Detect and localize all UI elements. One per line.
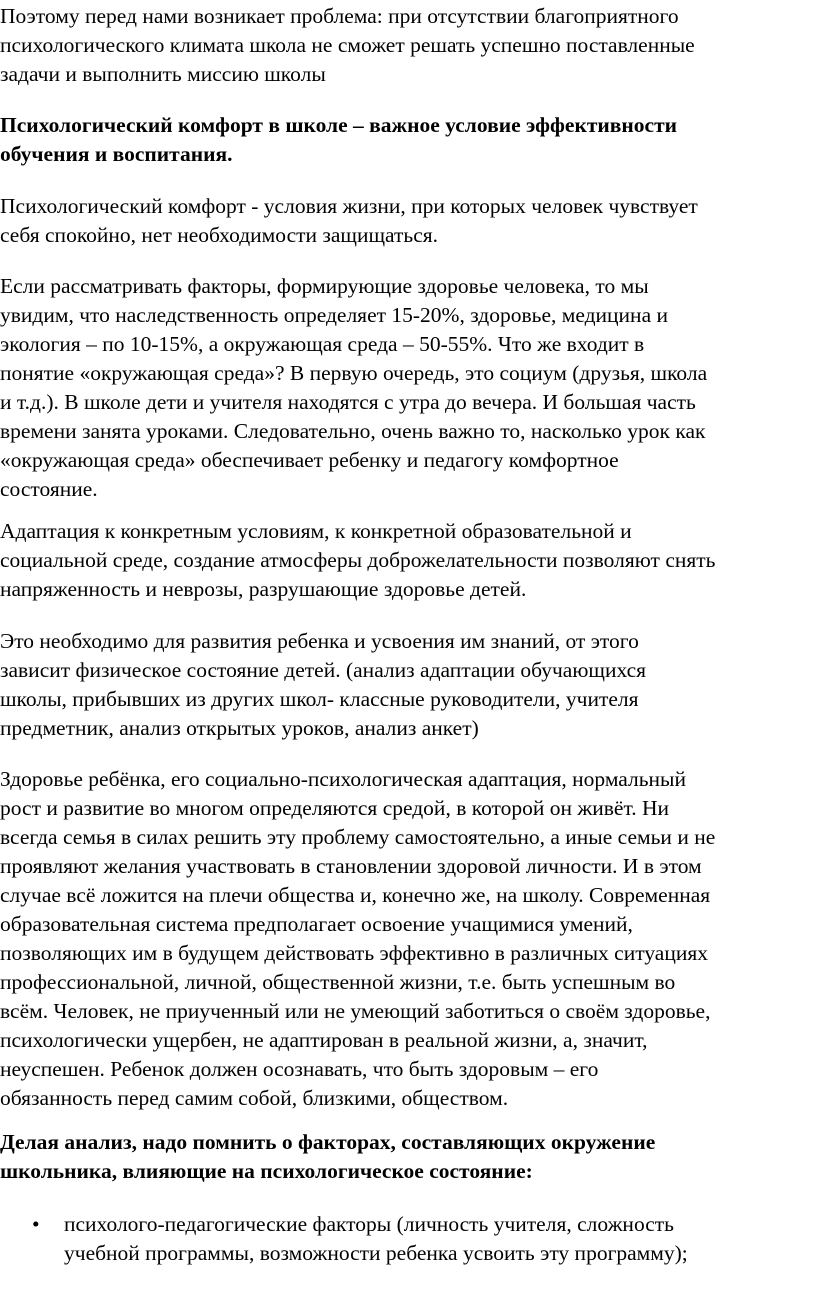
text-line: неуспешен. Ребенок должен осознавать, что быть здоровым – его — [0, 1057, 599, 1081]
text-line: Здоровье ребёнка, его социально-психологическая адаптация, нормальный — [0, 767, 687, 791]
heading-line: Психологический комфорт в школе – важное условие эффективности — [0, 113, 678, 137]
text-line: проявляют желания участвовать в становлении здоровой личности. И в этом — [0, 854, 702, 878]
text-line: позволяющих им в будущем действовать эффективно в различных ситуациях — [0, 941, 708, 965]
heading-line: Делая анализ, надо помнить о факторах, составляющих окружение — [0, 1130, 656, 1154]
paragraph-child-health — [0, 765, 816, 1113]
text-line: образовательная система предполагает освоение учащимися умений, — [0, 912, 633, 936]
paragraph-health-factors — [0, 272, 816, 504]
text-line: Это необходимо для развития ребенка и усвоения им знаний, от этого — [0, 629, 639, 653]
text-line: рост и развитие во многом определяются средой, в которой он живёт. Ни — [0, 796, 670, 820]
text-line: всегда семья в силах решить эту проблему самостоятельно, а иные семьи и не — [0, 825, 716, 849]
heading-analysis-factors — [0, 1128, 816, 1186]
text-line: Адаптация к конкретным условиям, к конкретной образовательной и — [0, 519, 632, 543]
text-line: Поэтому перед нами возникает проблема: при отсутствии благоприятного — [0, 4, 679, 28]
text-line: предметник, анализ открытых уроков, анализ анкет) — [0, 716, 479, 740]
paragraph-problem — [0, 2, 816, 89]
text-line: Если рассматривать факторы, формирующие здоровье человека, то мы — [0, 274, 649, 298]
text-line: психологически ущербен, не адаптирован в реальной жизни, а, значит, — [0, 1028, 648, 1052]
text-line: понятие «окружающая среда»? В первую очередь, это социум (друзья, школа — [0, 361, 708, 385]
heading-line: обучения и воспитания. — [0, 142, 233, 166]
text-line: профессиональной, личной, общественной жизни, т.е. быть успешным во — [0, 970, 676, 994]
text-line: всём. Человек, не приученный или не умеющий заботиться о своём здоровье, — [0, 999, 711, 1023]
text-line: состояние. — [0, 477, 98, 501]
text-line: обязанность перед самим собой, близкими, обществом. — [0, 1086, 509, 1110]
text-line: напряженность и неврозы, разрушающие здоровье детей. — [0, 577, 527, 601]
text-line: психологического климата школа не сможет решать успешно поставленные — [0, 33, 695, 57]
text-line: школы, прибывших из других школ- классные руководители, учителя — [0, 687, 639, 711]
paragraph-development — [0, 627, 816, 743]
text-line: времени занята уроками. Следовательно, очень важно то, насколько урок как — [0, 419, 706, 443]
text-line: себя спокойно, нет необходимости защищаться. — [0, 223, 439, 247]
heading-psychological-comfort — [0, 111, 816, 169]
text-line: задачи и выполнить миссию школы — [0, 62, 326, 86]
text-line: Психологический комфорт - условия жизни, при которых человек чувствует — [0, 194, 698, 218]
text-line: и т.д.). В школе дети и учителя находятся с утра до вечера. И большая часть — [0, 390, 696, 414]
bullet-icon: • — [32, 1212, 40, 1236]
heading-line: школьника, влияющие на психологическое состояние: — [0, 1159, 533, 1183]
paragraph-adaptation — [0, 517, 816, 604]
list-item-text — [64, 1210, 688, 1268]
text-line: социальной среде, создание атмосферы доброжелательности позволяют снять — [0, 548, 716, 572]
text-line: «окружающая среда» обеспечивает ребенку и педагогу комфортное — [0, 448, 619, 472]
text-line: психолого-педагогические факторы (личность учителя, сложность — [64, 1212, 674, 1236]
text-line: экология – по 10-15%, а окружающая среда – 50-55%. Что же входит в — [0, 332, 645, 356]
text-line: увидим, что наследственность определяет 15-20%, здоровье, медицина и — [0, 303, 668, 327]
text-line: зависит физическое состояние детей. (анализ адаптации обучающихся — [0, 658, 647, 682]
paragraph-definition — [0, 192, 816, 250]
text-line: случае всё ложится на плечи общества и, конечно же, на школу. Современная — [0, 883, 711, 907]
text-line: учебной программы, возможности ребенка усвоить эту программу); — [64, 1241, 688, 1265]
